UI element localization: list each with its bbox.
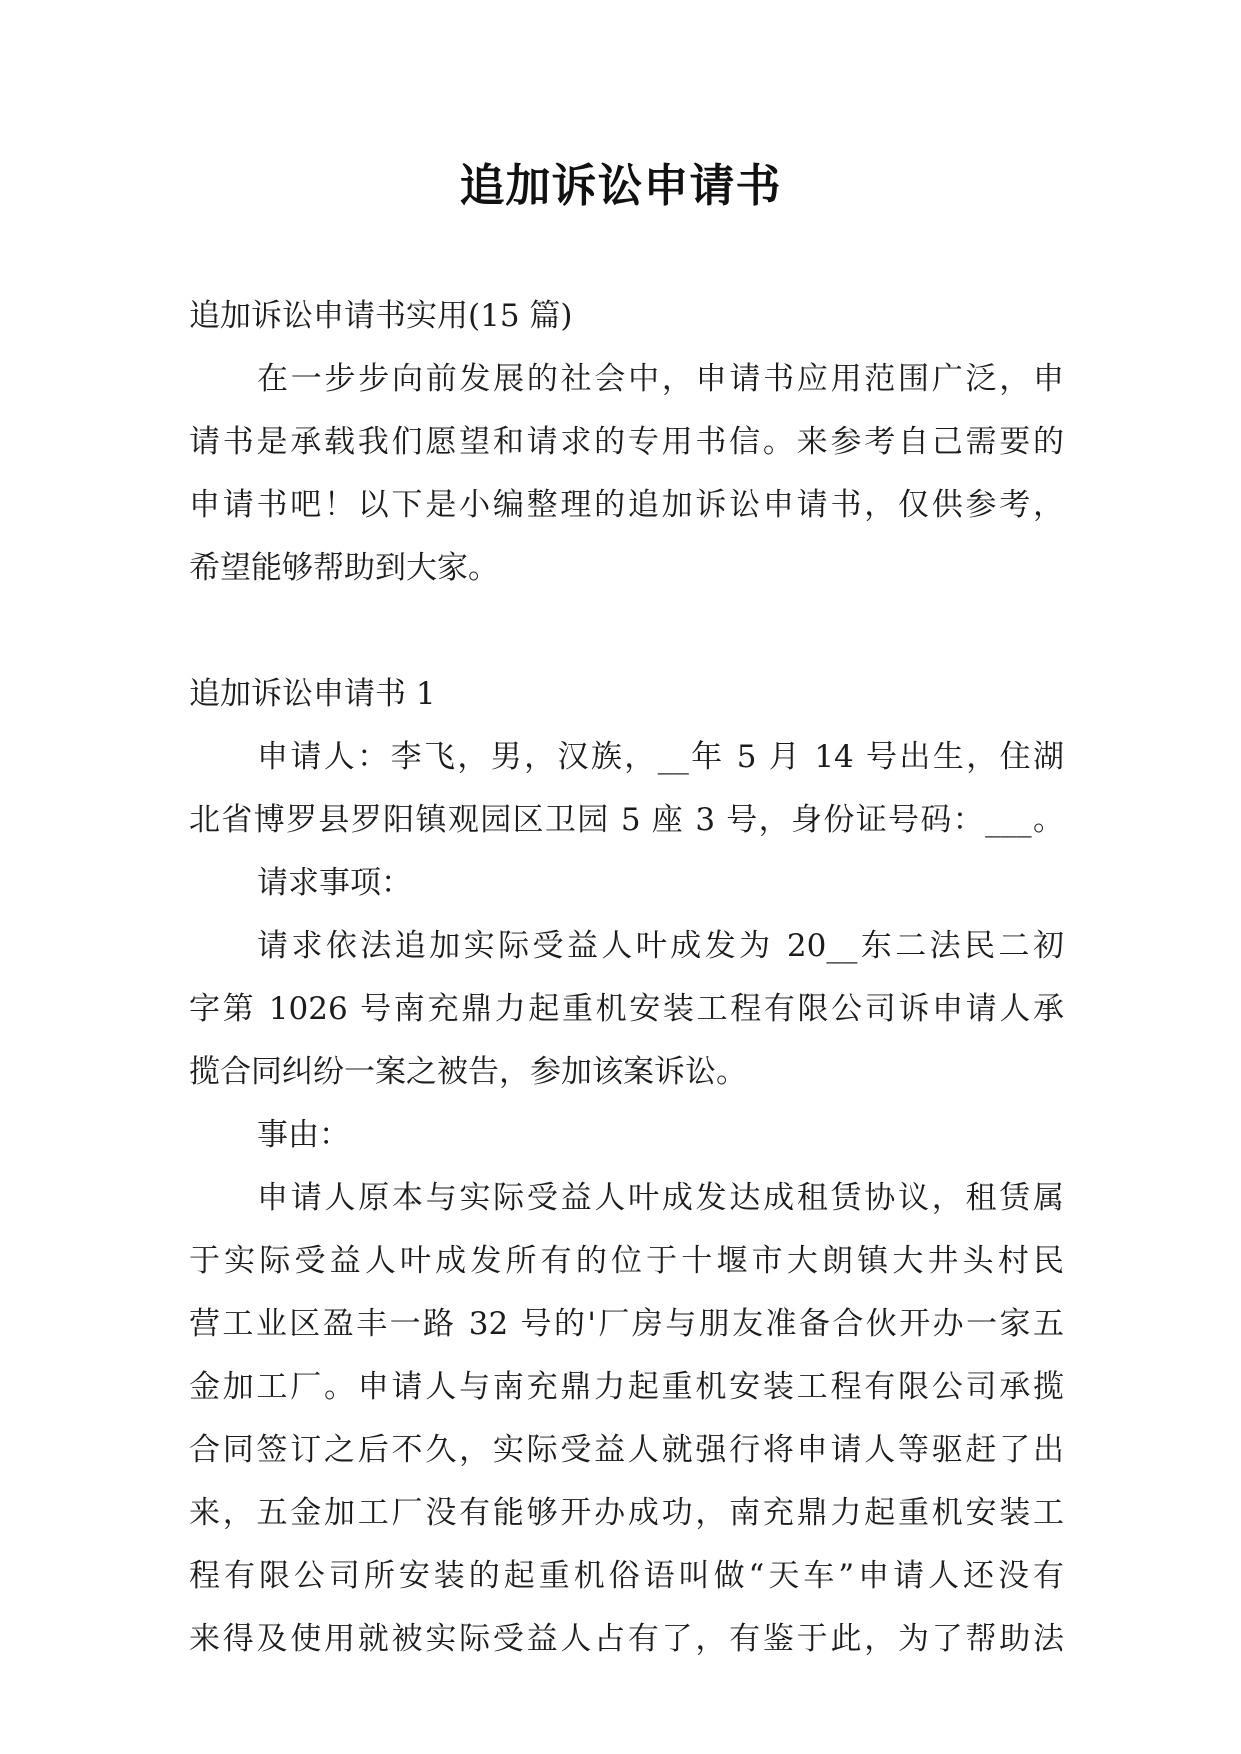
intro-line: 请书是承载我们愿望和请求的专用书信。来参考自己需要的 (189, 424, 1064, 460)
subtitle: 追加诉讼申请书实用(15 篇) (189, 298, 573, 334)
request-line: 字第 1026 号南充鼎力起重机安装工程有限公司诉申请人承 (189, 991, 1064, 1027)
section-title: 追加诉讼申请书 1 (189, 676, 436, 712)
intro-line: 希望能够帮助到大家。 (189, 550, 499, 586)
request-line: 揽合同纠纷一案之被告，参加该案诉讼。 (189, 1054, 747, 1090)
reason-line: 来，五金加工厂没有能够开办成功，南充鼎力起重机安装工 (189, 1495, 1064, 1531)
reason-line: 申请人原本与实际受益人叶成发达成租赁协议，租赁属 (257, 1180, 1064, 1216)
applicant-line: 申请人：李飞，男，汉族，__年 5 月 14 号出生，住湖 (257, 739, 1064, 775)
document-body (189, 285, 1064, 1671)
applicant-line: 北省博罗县罗阳镇观园区卫园 5 座 3 号，身份证号码：___。 (189, 802, 1064, 838)
intro-line: 申请书吧！以下是小编整理的追加诉讼申请书，仅供参考， (189, 487, 1064, 523)
reason-line: 金加工厂。申请人与南充鼎力起重机安装工程有限公司承揽 (189, 1369, 1064, 1405)
reason-line: 营工业区盈丰一路 32 号的'厂房与朋友准备合伙开办一家五 (189, 1306, 1064, 1342)
document-title: 追加诉讼申请书 (459, 159, 782, 212)
reason-line: 程有限公司所安装的起重机俗语叫做“天车”申请人还没有 (189, 1558, 1064, 1594)
request-line: 请求依法追加实际受益人叶成发为 20__东二法民二初 (257, 928, 1064, 964)
paragraph-gap (189, 600, 1064, 663)
reason-line: 合同签订之后不久，实际受益人就强行将申请人等驱赶了出 (189, 1432, 1064, 1468)
request-heading: 请求事项： (257, 865, 412, 901)
intro-line: 在一步步向前发展的社会中，申请书应用范围广泛，申 (257, 361, 1064, 397)
reason-line: 来得及使用就被实际受益人占有了，有鉴于此，为了帮助法 (189, 1621, 1064, 1657)
reason-line: 于实际受益人叶成发所有的位于十堰市大朗镇大井头村民 (189, 1243, 1064, 1279)
reason-heading: 事由： (257, 1117, 350, 1153)
